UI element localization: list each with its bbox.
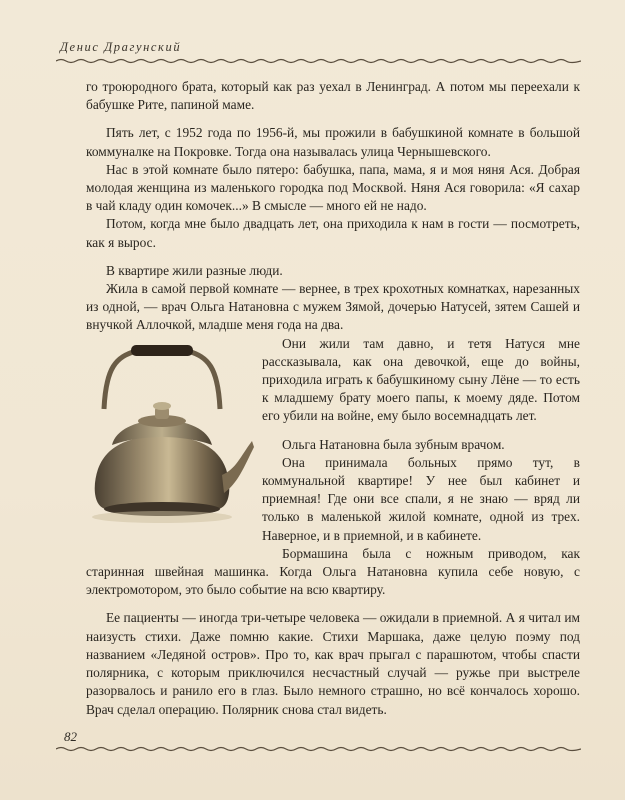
paragraph-3: Нас в этой комнате было пятеро: бабушка, папа, мама, я и моя няня Ася. Добрая молодая женщина из маленького городка под Москвой. Няня Ася говорила: «Я сахар в чай кладу один комочек...» В смысле — много ей не надо. bbox=[86, 161, 580, 214]
ornamental-rule-bottom bbox=[56, 746, 581, 752]
paragraph-11: Ее пациенты — иногда три-четыре человека — ожидали в приемной. А я читал им наизусть стихи. Даже помню какие. Стихи Маршака, даже целую поэму под названием «Ледяной остров». Про то, как врач прыгал с парашютом, чтобы спасти полярника, с которым приключился несчастный случай — ружье при выстреле разорвалось и ранило его в глаз. Было немного страшно, но всё кончалось хорошо. Врач сделал операцию. Полярник снова стал видеть. bbox=[86, 610, 580, 717]
paragraph-4: Потом, когда мне было двадцать лет, она приходила к нам в гости — посмотреть, как я вырос. bbox=[86, 216, 580, 250]
paragraph-6: Жила в самой первой комнате — вернее, в трех крохотных комнатках, нарезанных из одной, — врач Ольга Натановна с мужем Зямой, дочерью Натусей, зятем Сашей и внучкой Аллочкой, младше меня года на два. bbox=[86, 281, 580, 333]
ornamental-rule-top bbox=[56, 58, 581, 64]
paragraph-1: го троюродного брата, который как раз уехал в Ленинград. А потом мы переехали к бабушке Рите, папиной маме. bbox=[86, 79, 580, 113]
kettle-illustration bbox=[76, 337, 254, 557]
body-text bbox=[86, 78, 580, 719]
paragraph-2: Пять лет, с 1952 года по 1956-й, мы прожили в бабушкиной комнате в большой коммуналке на Покровке. Тогда она называлась улица Чернышевского. bbox=[86, 125, 580, 159]
paragraph-7: Они жили там давно, и тетя Натуся мне рассказывала, как она девочкой, еще до войны, приходила играть к бабушкиному сыну Лёне — то есть к младшему брату моего папы, к моему дяде. Потом его убили на войне, ему было восемнадцать лет. bbox=[262, 335, 580, 424]
running-head: Денис Драгунский bbox=[60, 40, 182, 54]
paragraph-9: Она принимала больных прямо тут, в коммунальной квартире! У нее был кабинет и приемная! Где они все спали, я не знаю — вряд ли только в маленькой жилой комнате, одной из трех. Наверное, и в приемной, и в кабинете. bbox=[262, 454, 580, 543]
paragraph-10: Бормашина была с ножным приводом, как старинная швейная машинка. Когда Ольга Натановна купила себе новую, с электромотором, это было событие на всю квартиру. bbox=[86, 545, 580, 598]
paragraph-5: В квартире жили разные люди. bbox=[106, 262, 283, 278]
paragraph-8: Ольга Натановна была зубным врачом. bbox=[282, 436, 505, 452]
page-number: 82 bbox=[64, 729, 77, 744]
